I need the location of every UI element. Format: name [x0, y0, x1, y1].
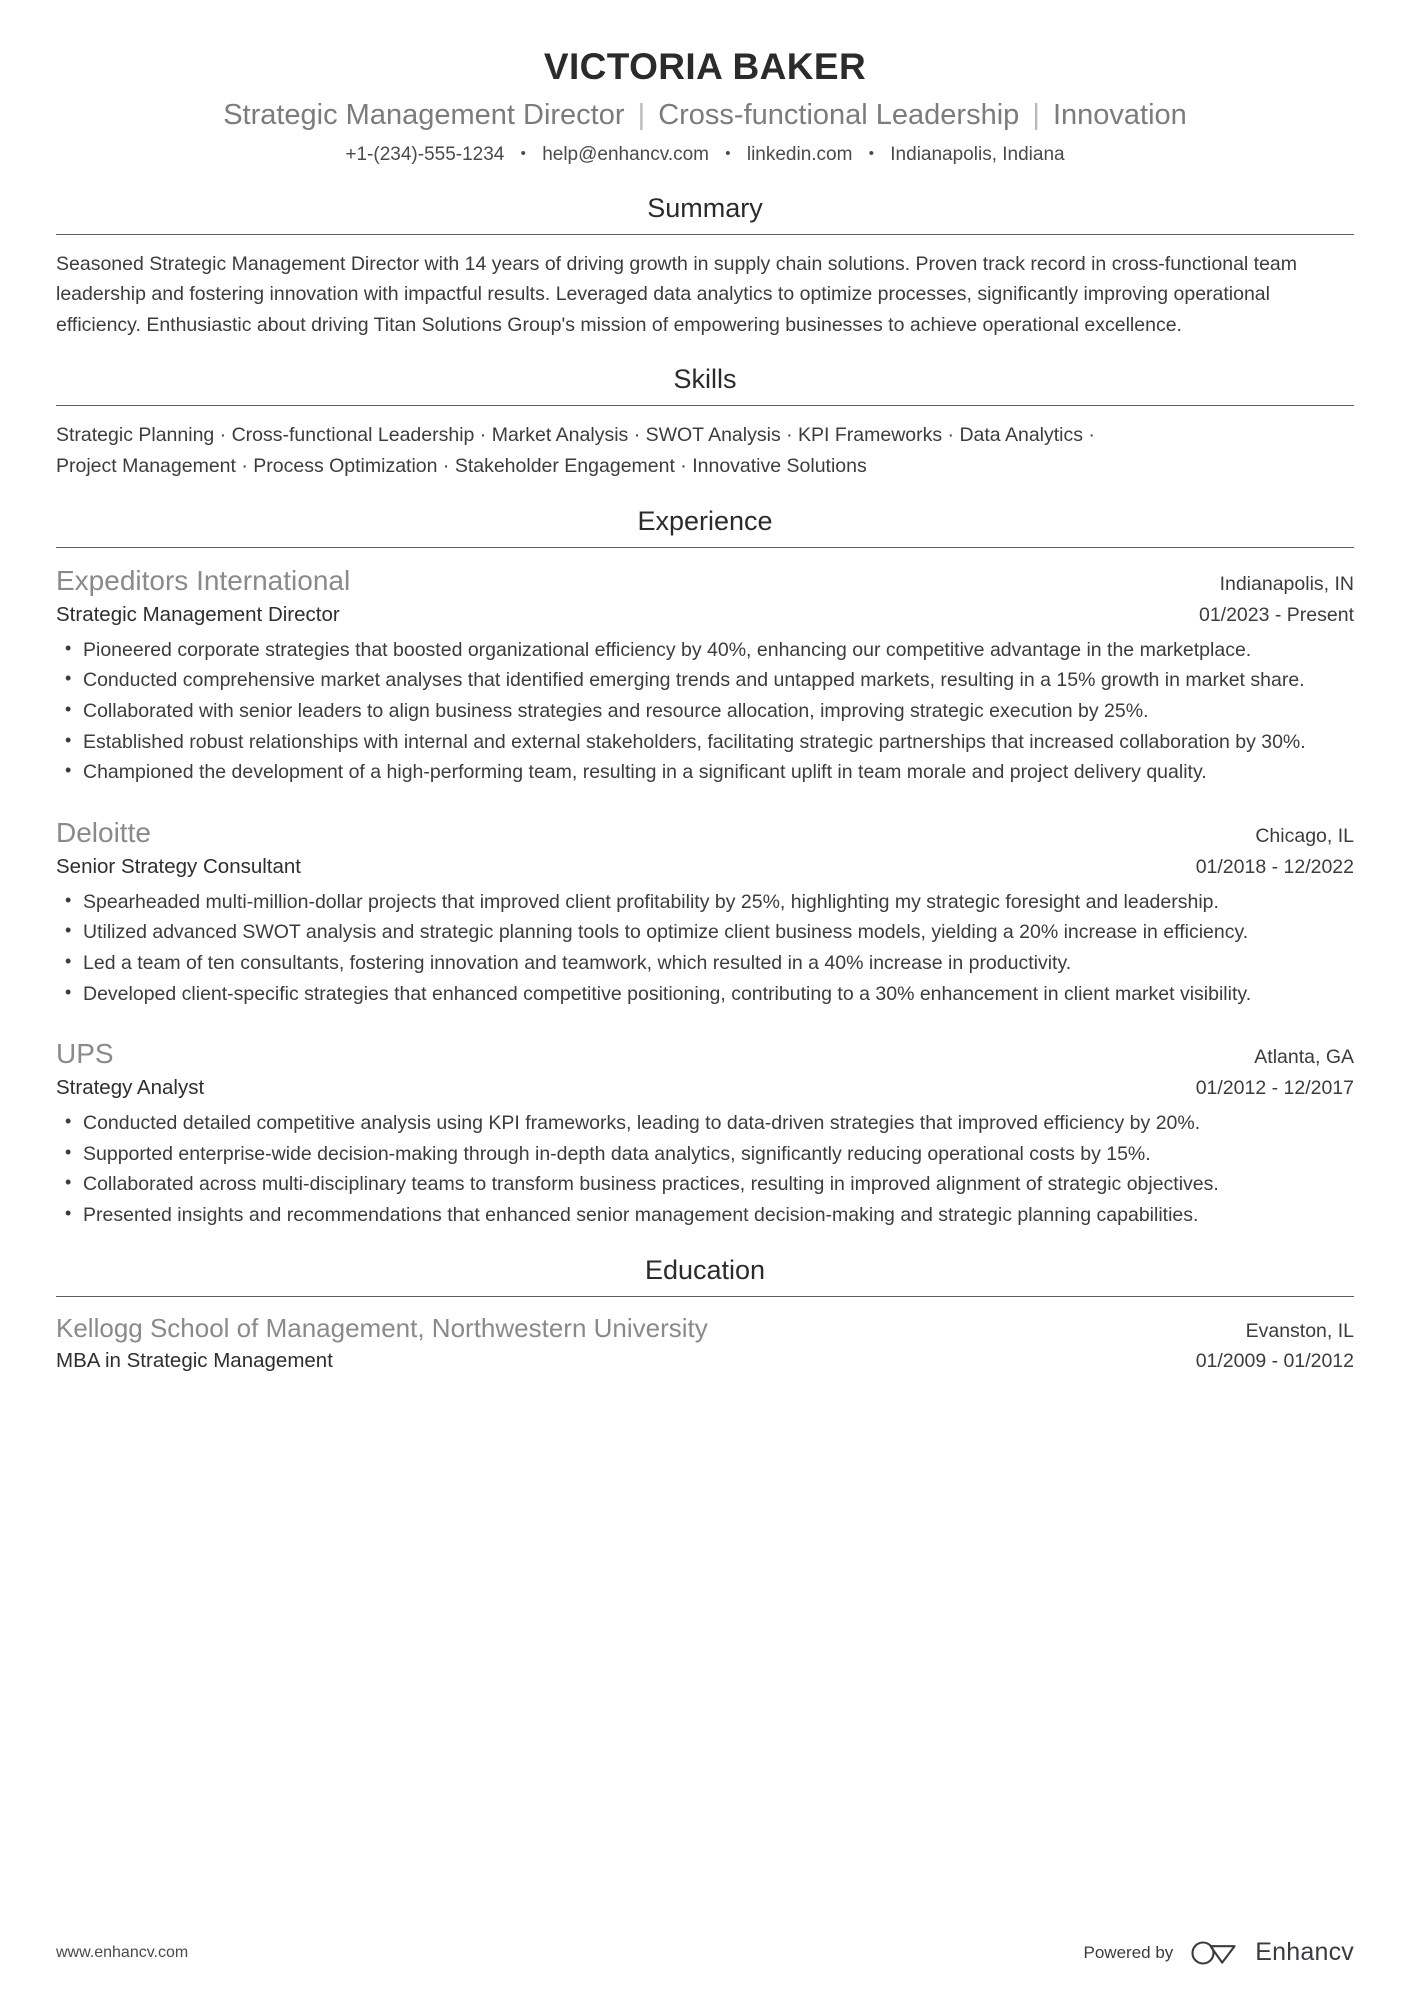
contact-phone: +1-(234)-555-1234	[345, 144, 505, 166]
resume-header	[56, 30, 1354, 169]
education-entry	[56, 1311, 1354, 1377]
experience-bullet: • Utilized advanced SWOT analysis and strategic planning tools to optimize client business models, yielding a 20% increase in efficiency.	[83, 918, 1354, 948]
experience-bullet: • Pioneered corporate strategies that boosted organizational efficiency by 40%, enhancing our competitive advantage in the marketplace.	[83, 636, 1354, 666]
skills-line-1: Strategic Planning · Cross-functional Leadership · Market Analysis · SWOT Analysis · KPI Frameworks · Data Analytics ·	[56, 424, 1095, 447]
experience-role: Strategic Management Director	[56, 603, 340, 627]
experience-location: Indianapolis, IN	[1219, 573, 1354, 596]
education-dates: 01/2009 - 01/2012	[1195, 1350, 1354, 1373]
enhancv-mark-icon	[1190, 1940, 1246, 1966]
experience-bullet: • Championed the development of a high-performing team, resulting in a significant uplift in team morale and project delivery quality.	[83, 758, 1354, 788]
experience-bullet: • Conducted comprehensive market analyses that identified emerging trends and untapped markets, resulting in a 15% growth in market share.	[83, 666, 1354, 696]
experience-bullet-list	[56, 1109, 1354, 1231]
experience-location: Chicago, IL	[1255, 824, 1354, 847]
education-degree-row	[56, 1346, 1354, 1376]
education-school: Kellogg School of Management, Northwestern University	[56, 1312, 708, 1343]
section-divider	[56, 1296, 1354, 1297]
section-title-education: Education	[644, 1254, 766, 1285]
experience-bullet: • Conducted detailed competitive analysis using KPI frameworks, leading to data-driven strategies that improved efficiency by 20%.	[83, 1109, 1354, 1139]
section-skills	[56, 362, 1354, 482]
experience-dates: 01/2018 - 12/2022	[1195, 856, 1354, 879]
section-summary	[56, 191, 1354, 340]
section-title-summary: Summary	[647, 192, 763, 223]
experience-bullet: • Collaborated across multi-disciplinary teams to transform business practices, resulting in improved alignment of strategic objectives.	[83, 1170, 1354, 1200]
experience-role-row	[56, 1073, 1354, 1103]
experience-role: Senior Strategy Consultant	[56, 855, 301, 879]
section-title-experience: Experience	[637, 505, 773, 536]
contact-location: Indianapolis, Indiana	[890, 144, 1065, 166]
experience-bullet: • Collaborated with senior leaders to align business strategies and resource allocation, improving strategic execution by 25%.	[83, 697, 1354, 727]
experience-dates: 01/2012 - 12/2017	[1195, 1077, 1354, 1100]
experience-bullet: • Presented insights and recommendations that enhanced senior management decision-making and strategic planning capabilities.	[83, 1201, 1354, 1231]
headline-separator-2: |	[1032, 99, 1040, 132]
experience-role: Strategy Analyst	[56, 1076, 205, 1100]
education-school-row	[56, 1311, 1354, 1347]
experience-bullet-list	[56, 636, 1354, 788]
enhancv-logo	[1190, 1938, 1354, 1967]
enhancv-wordmark: Enhancv	[1255, 1938, 1354, 1966]
contact-bullet-icon: •	[725, 145, 731, 163]
headline-part-1: Strategic Management Director	[223, 99, 625, 132]
section-divider	[56, 405, 1354, 406]
contact-bullet-icon: •	[868, 145, 874, 163]
experience-bullet: • Spearheaded multi-million-dollar projects that improved client profitability by 25%, highlighting my strategic foresight and leadership.	[83, 888, 1354, 918]
summary-text: Seasoned Strategic Management Director with 14 years of driving growth in supply chain solutions. Proven track record in cross-functional team leadership and fostering innovation with impactful results. Leveraged data analytics to optimize processes, significantly improving operational efficiency. Enthusiastic about driving Titan Solutions Group's mission of empowering businesses to achieve operational excellence.	[56, 253, 1298, 336]
experience-company-row	[56, 562, 1354, 600]
experience-entry	[56, 814, 1354, 1009]
experience-company: Expeditors International	[56, 565, 351, 597]
education-degree: MBA in Strategic Management	[56, 1349, 333, 1373]
skills-list	[56, 420, 1354, 482]
footer-powered-by-label: Powered by	[1083, 1942, 1174, 1962]
section-education	[56, 1253, 1354, 1377]
experience-bullet: • Established robust relationships with internal and external stakeholders, facilitating strategic partnerships that increased collaboration by 30%.	[83, 728, 1354, 758]
section-title-skills: Skills	[673, 364, 737, 395]
experience-role-row	[56, 600, 1354, 630]
contact-website[interactable]: linkedin.com	[746, 144, 853, 166]
headline-part-3: Innovation	[1052, 99, 1187, 132]
footer-brand-group	[1084, 1938, 1354, 1967]
candidate-headline	[56, 96, 1354, 135]
experience-company-row	[56, 1035, 1354, 1073]
footer-website-url[interactable]: www.enhancv.com	[56, 1943, 189, 1961]
section-experience	[56, 504, 1354, 1231]
contact-email[interactable]: help@enhancv.com	[542, 144, 710, 166]
experience-bullet: • Supported enterprise-wide decision-making through in-depth data analytics, significantly reducing operational costs by 15%.	[83, 1140, 1354, 1170]
page-footer	[56, 1938, 1354, 1967]
experience-bullet: • Developed client-specific strategies that enhanced competitive positioning, contributing to a 30% enhancement in client market visibility.	[83, 980, 1354, 1010]
experience-dates: 01/2023 - Present	[1198, 604, 1354, 627]
skills-line-2: Project Management · Process Optimization · Stakeholder Engagement · Innovative Solutions	[56, 455, 867, 478]
experience-entry	[56, 562, 1354, 788]
education-location: Evanston, IL	[1245, 1319, 1354, 1342]
experience-company-row	[56, 814, 1354, 852]
section-divider	[56, 547, 1354, 548]
experience-company: UPS	[56, 1038, 114, 1070]
candidate-name: VICTORIA BAKER	[543, 46, 867, 87]
contact-line	[56, 142, 1354, 169]
experience-bullet-list	[56, 888, 1354, 1010]
contact-bullet-icon: •	[520, 145, 526, 163]
experience-company: Deloitte	[56, 816, 151, 848]
section-divider	[56, 234, 1354, 235]
experience-bullet: • Led a team of ten consultants, fostering innovation and teamwork, which resulted in a 40% increase in productivity.	[83, 949, 1354, 979]
experience-entry	[56, 1035, 1354, 1230]
headline-part-2: Cross-functional Leadership	[658, 99, 1020, 132]
headline-separator-1: |	[637, 99, 646, 132]
experience-role-row	[56, 852, 1354, 882]
experience-location: Atlanta, GA	[1254, 1046, 1354, 1069]
